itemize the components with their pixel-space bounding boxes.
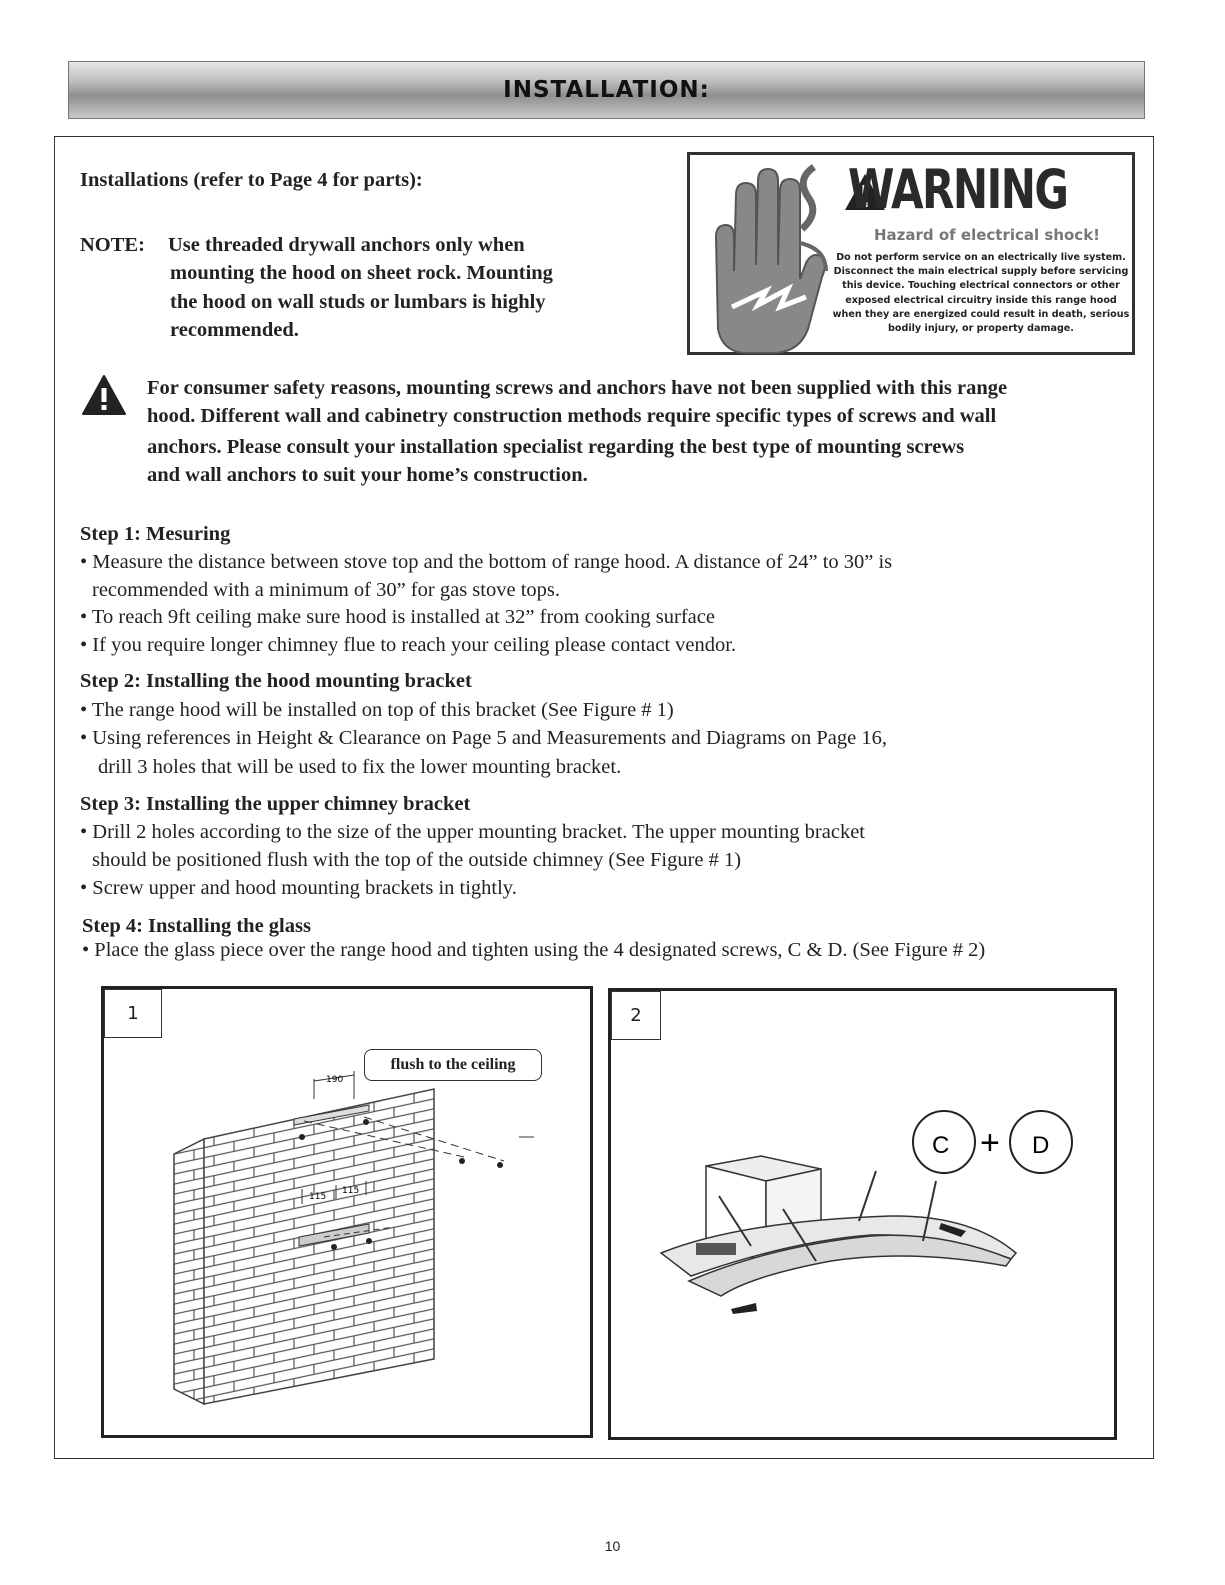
- note-label: NOTE:: [80, 234, 145, 256]
- step3-line-3: • Screw upper and hood mounting brackets in tightly.: [80, 877, 517, 899]
- flush-callout: flush to the ceiling: [364, 1049, 542, 1081]
- step3-line-1: • Drill 2 holes according to the size of the upper mounting bracket. The upper mounting bracket: [80, 821, 866, 843]
- hand-shock-icon: [696, 159, 846, 359]
- step1-line-4: • If you require longer chimney flue to reach your ceiling please contact vendor.: [80, 634, 737, 656]
- note-line-1: Use threaded drywall anchors only when: [168, 234, 525, 256]
- note-line-3: the hood on wall studs or lumbars is highly: [170, 291, 546, 313]
- caution-line-4: and wall anchors to suit your home’s construction.: [147, 464, 588, 486]
- step3-title: Step 3: Installing the upper chimney bracket: [80, 793, 471, 815]
- figure-1: [101, 986, 593, 1438]
- note-line-4: recommended.: [170, 319, 299, 341]
- caution-line-2: hood. Different wall and cabinetry construction methods require specific types of screws and wall: [147, 405, 997, 427]
- step1-title: Step 1: Mesuring: [80, 523, 231, 545]
- step1-line-1: • Measure the distance between stove top and the bottom of range hood. A distance of 24” to 30” is: [80, 551, 893, 573]
- warning-subtitle: Hazard of electrical shock!: [873, 226, 1101, 244]
- plus-sign: +: [980, 1124, 1000, 1162]
- step1-line-2: recommended with a minimum of 30” for gas stove tops.: [92, 579, 560, 601]
- step4-title: Step 4: Installing the glass: [82, 915, 311, 937]
- step2-line-2: • Using references in Height & Clearance on Page 5 and Measurements and Diagrams on Page 16,: [80, 727, 887, 749]
- range-hood-glass-illustration: [611, 991, 1114, 1437]
- caution-triangle-icon: [81, 374, 127, 416]
- figure-2: [608, 988, 1117, 1440]
- note-line-2: mounting the hood on sheet rock. Mounting: [170, 262, 553, 284]
- page-number: 10: [604, 1538, 621, 1554]
- dim-left-label: 115: [309, 1192, 327, 1202]
- warning-title: WARNING: [848, 158, 1068, 221]
- caution-line-3: anchors. Please consult your installation specialist regarding the best type of mounting screws: [147, 436, 965, 458]
- step3-line-2: should be positioned flush with the top of the outside chimney (See Figure # 1): [92, 849, 742, 871]
- warning-body: Do not perform service on an electrically live system. Disconnect the main electrical supply before servicing this device. Touching electrical connectors or other exposed electrical circuitry inside this range hood when they are energized could result in death, serious bodily injury, or property damage.: [832, 252, 1130, 335]
- label-d: D: [1032, 1132, 1050, 1159]
- step1-line-3: • To reach 9ft ceiling make sure hood is installed at 32” from cooking surface: [80, 606, 715, 628]
- figure-1-number: 1: [104, 989, 162, 1038]
- section-banner: [68, 61, 1145, 119]
- caution-line-1: For consumer safety reasons, mounting screws and anchors have not been supplied with this range: [147, 377, 1008, 399]
- page-title: INSTALLATION:: [503, 77, 710, 103]
- step2-line-1: • The range hood will be installed on top of this bracket (See Figure # 1): [80, 699, 674, 721]
- step2-line-3: drill 3 holes that will be used to fix the lower mounting bracket.: [98, 756, 622, 778]
- label-c: C: [932, 1132, 950, 1159]
- step4-line-1: • Place the glass piece over the range hood and tighten using the 4 designated screws, C & D. (See Figure # 2): [82, 939, 986, 961]
- dim-right-label: 115: [342, 1186, 360, 1196]
- dim-top-label: 190: [326, 1075, 344, 1085]
- figure-2-number: 2: [611, 991, 661, 1040]
- installations-heading: Installations (refer to Page 4 for parts):: [80, 169, 423, 191]
- step2-title: Step 2: Installing the hood mounting bracket: [80, 670, 472, 692]
